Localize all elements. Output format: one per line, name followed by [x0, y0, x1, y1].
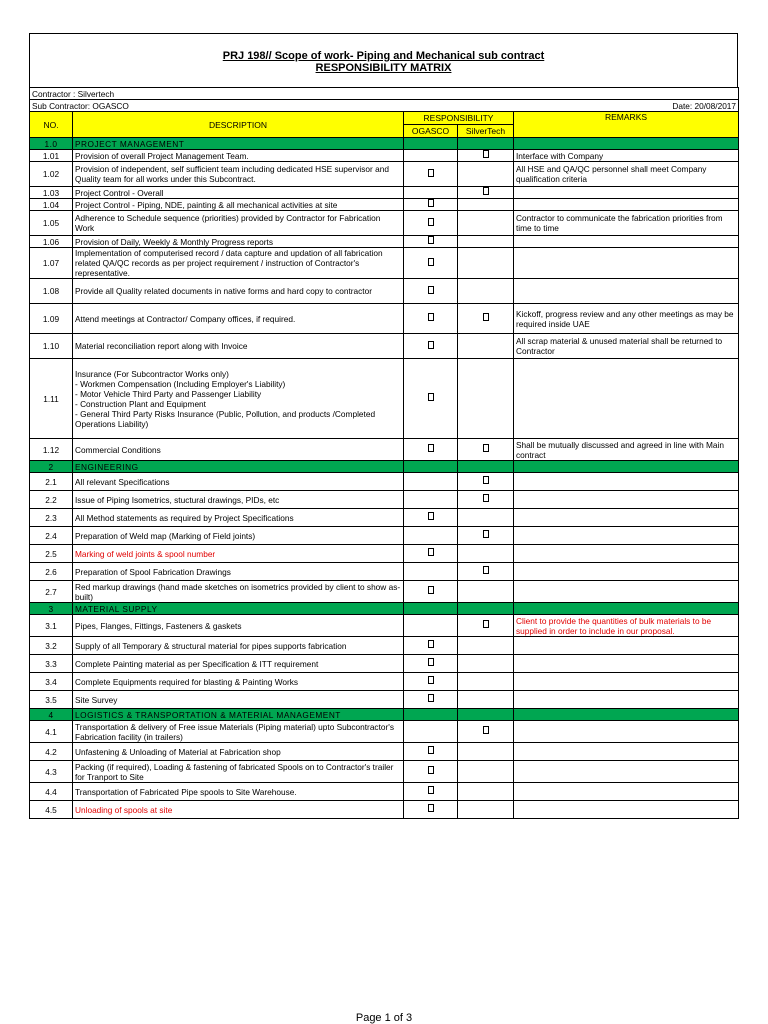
section-cell [404, 461, 458, 473]
checkbox-icon [428, 804, 434, 812]
item-row [30, 187, 739, 199]
checkbox-icon [483, 476, 489, 484]
item-remark [514, 545, 739, 563]
item-remark: Client to provide the quantities of bulk materials to be supplied in order to include in our proposal. [514, 615, 739, 637]
item-row [30, 491, 739, 509]
item-row [30, 743, 739, 761]
item-row [30, 721, 739, 743]
item-row [30, 673, 739, 691]
item-description: Material reconciliation report along with Invoice [73, 334, 404, 359]
checkbox-icon [428, 766, 434, 774]
checkbox-icon [428, 640, 434, 648]
silvertech-mark [458, 162, 514, 187]
ogasco-mark [404, 162, 458, 187]
item-number: 4.4 [30, 783, 73, 801]
item-number: 4.3 [30, 761, 73, 783]
item-number: 4.2 [30, 743, 73, 761]
checkbox-icon [428, 512, 434, 520]
ogasco-mark [404, 743, 458, 761]
item-number: 2.3 [30, 509, 73, 527]
checkbox-icon [428, 218, 434, 226]
item-row [30, 545, 739, 563]
silvertech-mark [458, 509, 514, 527]
item-row [30, 563, 739, 581]
item-remark [514, 691, 739, 709]
silvertech-mark [458, 150, 514, 162]
item-description: Provide all Quality related documents in native forms and hard copy to contractor [73, 279, 404, 304]
section-cell [458, 709, 514, 721]
item-number: 1.02 [30, 162, 73, 187]
item-remark [514, 199, 739, 211]
item-number: 1.08 [30, 279, 73, 304]
checkbox-icon [483, 726, 489, 734]
subcontractor-row [30, 100, 739, 112]
ogasco-mark [404, 248, 458, 279]
item-remark: Shall be mutually discussed and agreed in line with Main contract [514, 439, 739, 461]
item-row [30, 581, 739, 603]
ogasco-mark [404, 761, 458, 783]
item-number: 3.1 [30, 615, 73, 637]
ogasco-mark [404, 783, 458, 801]
item-number: 2.5 [30, 545, 73, 563]
title-block [29, 33, 738, 87]
item-description: Adherence to Schedule sequence (priorities) provided by Contractor for Fabrication Work [73, 211, 404, 236]
item-number: 2.1 [30, 473, 73, 491]
item-number: 4.1 [30, 721, 73, 743]
item-remark [514, 509, 739, 527]
checkbox-icon [483, 620, 489, 628]
item-row [30, 162, 739, 187]
section-number: 4 [30, 709, 73, 721]
ogasco-mark [404, 150, 458, 162]
item-description: Complete Painting material as per Specification & ITT requirement [73, 655, 404, 673]
item-number: 1.11 [30, 359, 73, 439]
item-remark [514, 236, 739, 248]
silvertech-mark [458, 655, 514, 673]
item-description: All relevant Specifications [73, 473, 404, 491]
item-description: Provision of overall Project Management Team. [73, 150, 404, 162]
section-cell [404, 603, 458, 615]
item-description: Attend meetings at Contractor/ Company offices, if required. [73, 304, 404, 334]
item-description: Issue of Piping Isometrics, stuctural drawings, PIDs, etc [73, 491, 404, 509]
item-description: Red markup drawings (hand made sketches on isometrics provided by client to show as-built) [73, 581, 404, 603]
ogasco-mark [404, 211, 458, 236]
section-cell [514, 138, 739, 150]
checkbox-icon [428, 341, 434, 349]
item-number: 3.5 [30, 691, 73, 709]
silvertech-mark [458, 563, 514, 581]
item-row [30, 527, 739, 545]
ogasco-mark [404, 491, 458, 509]
contractor-row [30, 88, 739, 100]
document-title: PRJ 198// Scope of work- Piping and Mechanical sub contract [222, 50, 545, 62]
ogasco-mark [404, 473, 458, 491]
item-remark [514, 655, 739, 673]
item-row [30, 691, 739, 709]
section-cell [458, 461, 514, 473]
item-number: 1.12 [30, 439, 73, 461]
item-number: 1.06 [30, 236, 73, 248]
item-number: 1.05 [30, 211, 73, 236]
item-row [30, 334, 739, 359]
section-cell [404, 709, 458, 721]
section-cell [458, 138, 514, 150]
item-remark [514, 637, 739, 655]
silvertech-mark [458, 236, 514, 248]
item-remark [514, 279, 739, 304]
checkbox-icon [428, 746, 434, 754]
item-row [30, 211, 739, 236]
checkbox-icon [483, 444, 489, 452]
item-remark [514, 473, 739, 491]
item-remark [514, 527, 739, 545]
section-cell [514, 709, 739, 721]
silvertech-mark [458, 545, 514, 563]
checkbox-icon [428, 199, 434, 207]
item-number: 2.6 [30, 563, 73, 581]
silvertech-mark [458, 761, 514, 783]
item-description: Marking of weld joints & spool number [73, 545, 404, 563]
checkbox-icon [428, 786, 434, 794]
checkbox-icon [428, 258, 434, 266]
header-ogasco: OGASCO [404, 125, 458, 138]
silvertech-mark [458, 581, 514, 603]
item-description: Project Control - Piping, NDE, painting & all mechanical activities at site [73, 199, 404, 211]
ogasco-mark [404, 509, 458, 527]
ogasco-mark [404, 359, 458, 439]
item-description: Transportation & delivery of Free issue Materials (Piping material) upto Subcontractor's Fabrication facility (in trailers) [73, 721, 404, 743]
item-row [30, 783, 739, 801]
ogasco-mark [404, 304, 458, 334]
silvertech-mark [458, 691, 514, 709]
section-cell [458, 603, 514, 615]
section-cell [514, 461, 739, 473]
item-description: Unloading of spools at site [73, 801, 404, 819]
header-responsibility: RESPONSIBILITY [404, 112, 514, 125]
document-subtitle: RESPONSIBILITY MATRIX [315, 62, 452, 74]
ogasco-mark [404, 187, 458, 199]
item-row [30, 473, 739, 491]
item-row [30, 439, 739, 461]
checkbox-icon [428, 586, 434, 594]
item-number: 4.5 [30, 801, 73, 819]
section-title: MATERIAL SUPPLY [73, 603, 404, 615]
silvertech-mark [458, 637, 514, 655]
section-row [30, 709, 739, 721]
section-number: 3 [30, 603, 73, 615]
item-remark [514, 359, 739, 439]
section-title: LOGISTICS & TRANSPORTATION & MATERIAL MANAGEMENT [73, 709, 404, 721]
item-row [30, 304, 739, 334]
ogasco-mark [404, 637, 458, 655]
header-remarks: REMARKS [514, 112, 739, 138]
item-description: Transportation of Fabricated Pipe spools to Site Warehouse. [73, 783, 404, 801]
item-number: 1.09 [30, 304, 73, 334]
item-remark [514, 673, 739, 691]
ogasco-mark [404, 439, 458, 461]
item-remark [514, 721, 739, 743]
item-number: 3.2 [30, 637, 73, 655]
ogasco-mark [404, 655, 458, 673]
checkbox-icon [483, 313, 489, 321]
item-row [30, 248, 739, 279]
item-number: 1.04 [30, 199, 73, 211]
item-remark [514, 581, 739, 603]
section-row [30, 461, 739, 473]
item-remark [514, 743, 739, 761]
item-number: 1.03 [30, 187, 73, 199]
item-row [30, 199, 739, 211]
section-title: ENGINEERING [73, 461, 404, 473]
header-description: DESCRIPTION [73, 112, 404, 138]
silvertech-mark [458, 491, 514, 509]
item-description: Preparation of Spool Fabrication Drawings [73, 563, 404, 581]
item-remark: All scrap material & unused material shall be returned to Contractor [514, 334, 739, 359]
section-cell [514, 603, 739, 615]
item-number: 2.4 [30, 527, 73, 545]
page-footer: Page 1 of 3 [355, 1012, 413, 1024]
item-description: Provision of Daily, Weekly & Monthly Progress reports [73, 236, 404, 248]
section-row [30, 138, 739, 150]
silvertech-mark [458, 199, 514, 211]
silvertech-mark [458, 527, 514, 545]
silvertech-mark [458, 673, 514, 691]
item-row [30, 801, 739, 819]
item-row [30, 655, 739, 673]
checkbox-icon [483, 566, 489, 574]
section-number: 1.0 [30, 138, 73, 150]
item-description: Implementation of computerised record / data capture and updation of all fabrication related QA/QC records as per project requirement / instruction of Contractor's representative. [73, 248, 404, 279]
silvertech-mark [458, 187, 514, 199]
subcontractor-label: Sub Contractor: OGASCO [30, 100, 458, 112]
item-number: 2.2 [30, 491, 73, 509]
checkbox-icon [483, 150, 489, 158]
item-row [30, 359, 739, 439]
item-number: 1.07 [30, 248, 73, 279]
silvertech-mark [458, 304, 514, 334]
ogasco-mark [404, 801, 458, 819]
item-remark: All HSE and QA/QC personnel shall meet Company qualification criteria [514, 162, 739, 187]
item-description: Provision of independent, self sufficient team including dedicated HSE supervisor and Quality team for all works under this Subcontract. [73, 162, 404, 187]
ogasco-mark [404, 615, 458, 637]
item-remark [514, 563, 739, 581]
checkbox-icon [483, 494, 489, 502]
checkbox-icon [428, 236, 434, 244]
silvertech-mark [458, 359, 514, 439]
checkbox-icon [428, 313, 434, 321]
header-no: NO. [30, 112, 73, 138]
item-remark [514, 187, 739, 199]
ogasco-mark [404, 236, 458, 248]
ogasco-mark [404, 563, 458, 581]
item-description: Unfastening & Unloading of Material at Fabrication shop [73, 743, 404, 761]
contractor-label: Contractor : Silvertech [30, 88, 739, 100]
silvertech-mark [458, 743, 514, 761]
silvertech-mark [458, 615, 514, 637]
section-cell [404, 138, 458, 150]
checkbox-icon [428, 169, 434, 177]
header-silvertech: SilverTech [458, 125, 514, 138]
document-date: Date: 20/08/2017 [458, 100, 739, 112]
silvertech-mark [458, 334, 514, 359]
section-row [30, 603, 739, 615]
ogasco-mark [404, 721, 458, 743]
item-description: Insurance (For Subcontractor Works only) - Workmen Compensation (Including Employer's Liability) - Motor Vehicle Third Party and Passenger Liability - Construction Plant and Equipment - General Third Party Risks Insurance (Public, Pollution, and products /Completed Operations Liability) [73, 359, 404, 439]
item-number: 1.10 [30, 334, 73, 359]
checkbox-icon [428, 676, 434, 684]
item-row [30, 761, 739, 783]
ogasco-mark [404, 334, 458, 359]
item-description: Site Survey [73, 691, 404, 709]
item-remark [514, 783, 739, 801]
silvertech-mark [458, 248, 514, 279]
item-row [30, 236, 739, 248]
silvertech-mark [458, 801, 514, 819]
section-title: PROJECT MANAGEMENT [73, 138, 404, 150]
item-remark: Kickoff, progress review and any other meetings as may be required inside UAE [514, 304, 739, 334]
silvertech-mark [458, 211, 514, 236]
checkbox-icon [428, 548, 434, 556]
item-row [30, 509, 739, 527]
section-number: 2 [30, 461, 73, 473]
item-remark [514, 801, 739, 819]
ogasco-mark [404, 581, 458, 603]
checkbox-icon [428, 444, 434, 452]
ogasco-mark [404, 279, 458, 304]
silvertech-mark [458, 473, 514, 491]
checkbox-icon [428, 286, 434, 294]
item-row [30, 150, 739, 162]
responsibility-matrix-table [29, 87, 739, 819]
item-number: 3.3 [30, 655, 73, 673]
item-remark [514, 248, 739, 279]
item-description: Pipes, Flanges, Fittings, Fasteners & gaskets [73, 615, 404, 637]
item-description: Project Control - Overall [73, 187, 404, 199]
header-row [30, 112, 739, 125]
checkbox-icon [483, 187, 489, 195]
ogasco-mark [404, 199, 458, 211]
item-remark: Contractor to communicate the fabrication priorities from time to time [514, 211, 739, 236]
item-description: Preparation of Weld map (Marking of Field joints) [73, 527, 404, 545]
silvertech-mark [458, 783, 514, 801]
checkbox-icon [428, 393, 434, 401]
item-row [30, 637, 739, 655]
item-description: Commercial Conditions [73, 439, 404, 461]
item-remark [514, 761, 739, 783]
silvertech-mark [458, 721, 514, 743]
item-description: Supply of all Temporary & structural material for pipes supports fabrication [73, 637, 404, 655]
checkbox-icon [483, 530, 489, 538]
item-description: Packing (if required), Loading & fastening of fabricated Spools on to Contractor's trailer for Tranport to Site [73, 761, 404, 783]
checkbox-icon [428, 694, 434, 702]
item-description: All Method statements as required by Project Specifications [73, 509, 404, 527]
item-row [30, 279, 739, 304]
ogasco-mark [404, 527, 458, 545]
item-remark: Interface with Company [514, 150, 739, 162]
item-remark [514, 491, 739, 509]
item-number: 1.01 [30, 150, 73, 162]
item-number: 3.4 [30, 673, 73, 691]
ogasco-mark [404, 673, 458, 691]
silvertech-mark [458, 439, 514, 461]
ogasco-mark [404, 691, 458, 709]
item-number: 2.7 [30, 581, 73, 603]
ogasco-mark [404, 545, 458, 563]
matrix-sheet [29, 33, 738, 819]
silvertech-mark [458, 279, 514, 304]
item-description: Complete Equipments required for blasting & Painting Works [73, 673, 404, 691]
checkbox-icon [428, 658, 434, 666]
item-row [30, 615, 739, 637]
